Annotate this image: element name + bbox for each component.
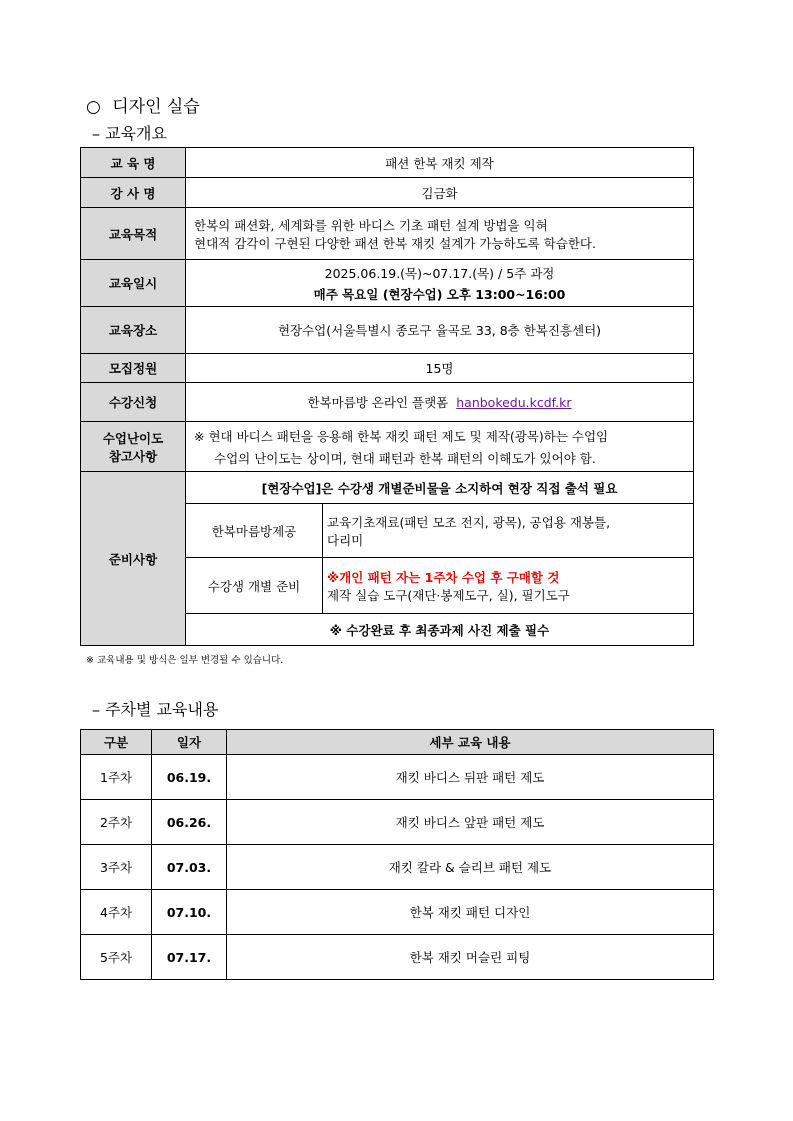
label-apply: 수강신청 [81, 383, 186, 422]
label-course-name: 교 육 명 [81, 148, 186, 178]
label-difficulty-line-1: 수업난이도 [102, 430, 164, 446]
header-week: 구분 [81, 730, 152, 755]
week-cell: 3주차 [81, 845, 152, 890]
section-title [86, 92, 200, 117]
value-purpose [186, 208, 694, 260]
purpose-line-1: 한복의 패션화, 세계화를 위한 바디스 기초 패턴 설계 방법을 익혀 [194, 217, 548, 233]
weekly-heading: – 주차별 교육내용 [92, 700, 219, 719]
weekly-header-row [81, 730, 714, 755]
row-capacity [81, 354, 694, 383]
value-place: 현장수업(서울특별시 종로구 율곡로 33, 8층 한복진흥센터) [186, 307, 694, 354]
apply-text: 한복마름방 온라인 플랫폼 [307, 395, 449, 410]
value-instructor: 김금화 [186, 178, 694, 208]
week-cell: 5주차 [81, 935, 152, 980]
row-apply [81, 383, 694, 422]
content-cell: 재킷 바디스 뒤판 패턴 제도 [227, 755, 714, 800]
circle-bullet-icon: ○ [86, 97, 101, 117]
table-row [81, 935, 714, 980]
schedule-line-1: 2025.06.19.(목)~07.17.(목) / 5주 과정 [324, 265, 555, 281]
table-row [81, 890, 714, 935]
content-cell: 재킷 칼라 & 슬리브 패턴 제도 [227, 845, 714, 890]
content-cell: 한복 재킷 패턴 디자인 [227, 890, 714, 935]
label-schedule: 교육일시 [81, 260, 186, 307]
weekly-table [80, 729, 714, 980]
prep-student-line-2: 제작 실습 도구(재단·봉제도구, 실), 필기도구 [327, 587, 570, 603]
row-prep-top [81, 472, 694, 504]
header-content: 세부 교육 내용 [227, 730, 714, 755]
row-place [81, 307, 694, 354]
prep-student-label: 수강생 개별 준비 [186, 558, 323, 614]
date-cell: 07.10. [152, 890, 227, 935]
difficulty-line-2: 수업의 난이도는 상이며, 현대 패턴과 한복 패턴의 이해도가 있어야 함. [214, 450, 596, 466]
prep-provided-line-2: 다리미 [327, 532, 364, 548]
date-cell: 06.26. [152, 800, 227, 845]
prep-bottom-note: ※ 수강완료 후 최종과제 사진 제출 필수 [186, 614, 694, 646]
change-notice: ※ 교육내용 및 방식은 일부 변경될 수 있습니다. [86, 655, 284, 666]
table-row [81, 845, 714, 890]
overview-table [80, 147, 694, 646]
prep-provided-value [323, 504, 694, 558]
prep-top-note: [현장수업]은 수강생 개별준비물을 소지하여 현장 직접 출석 필요 [186, 472, 694, 504]
label-instructor: 강 사 명 [81, 178, 186, 208]
row-course-name [81, 148, 694, 178]
difficulty-line-1: ※ 현대 바디스 패턴을 응용해 한복 재킷 패턴 제도 및 제작(광목)하는 수업임 [194, 428, 609, 444]
prep-student-value [323, 558, 694, 614]
label-difficulty-line-2: 참고사항 [108, 448, 158, 464]
week-cell: 4주차 [81, 890, 152, 935]
purpose-line-2: 현대적 감각이 구현된 다양한 패션 한복 재킷 설계가 가능하도록 학습한다. [194, 235, 596, 251]
row-difficulty [81, 422, 694, 472]
header-date: 일자 [152, 730, 227, 755]
row-schedule [81, 260, 694, 307]
date-cell: 07.17. [152, 935, 227, 980]
apply-link[interactable]: hanbokedu.kcdf.kr [456, 395, 572, 410]
prep-provided-line-1: 교육기초재료(패턴 모조 전지, 광목), 공업용 재봉틀, [327, 514, 611, 530]
label-place: 교육장소 [81, 307, 186, 354]
value-difficulty [186, 422, 694, 472]
date-cell: 06.19. [152, 755, 227, 800]
section-title-text: 디자인 실습 [112, 97, 200, 117]
prep-student-warning: ※개인 패턴 자는 1주차 수업 후 구매할 것 [327, 569, 560, 585]
prep-provided-label: 한복마름방제공 [186, 504, 323, 558]
value-capacity: 15명 [186, 354, 694, 383]
value-course-name: 패션 한복 재킷 제작 [186, 148, 694, 178]
table-row [81, 800, 714, 845]
label-prep: 준비사항 [81, 472, 186, 646]
overview-heading: – 교육개요 [92, 124, 167, 143]
schedule-line-2: 매주 목요일 (현장수업) 오후 13:00~16:00 [313, 286, 566, 302]
row-instructor [81, 178, 694, 208]
week-cell: 1주차 [81, 755, 152, 800]
value-schedule [186, 260, 694, 307]
date-cell: 07.03. [152, 845, 227, 890]
week-cell: 2주차 [81, 800, 152, 845]
content-cell: 한복 재킷 머슬린 피팅 [227, 935, 714, 980]
label-capacity: 모집정원 [81, 354, 186, 383]
label-difficulty [81, 422, 186, 472]
label-purpose: 교육목적 [81, 208, 186, 260]
value-apply [186, 383, 694, 422]
table-row [81, 755, 714, 800]
row-purpose [81, 208, 694, 260]
content-cell: 재킷 바디스 앞판 패턴 제도 [227, 800, 714, 845]
